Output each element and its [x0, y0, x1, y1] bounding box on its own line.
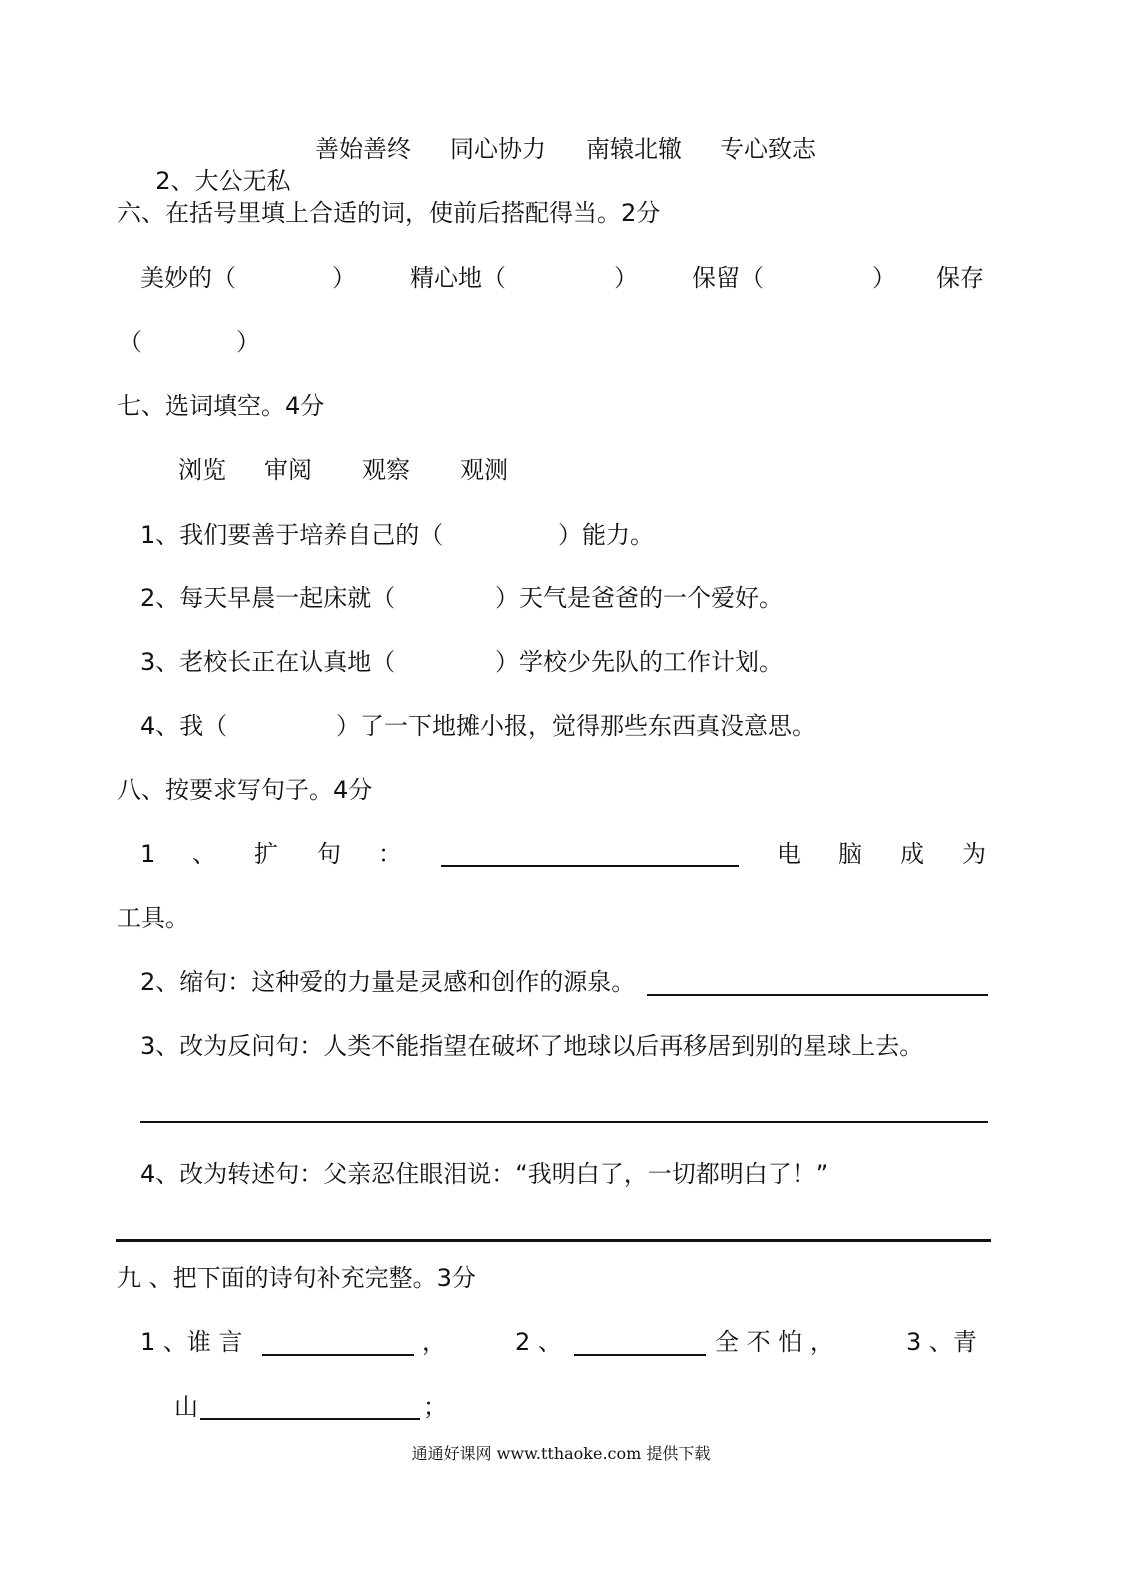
- answer-line[interactable]: [262, 1354, 414, 1356]
- question-char: 句: [317, 840, 341, 868]
- fill-blank-paren: ）: [236, 328, 260, 356]
- section-six-title: 六、在括号里填上合适的词，使前后搭配得当。2分: [117, 199, 661, 227]
- question-text: 2、每天早晨一起床就（: [140, 584, 396, 612]
- idiom-word: 专心致志: [720, 135, 816, 163]
- idiom-word: 同心协力: [450, 135, 546, 163]
- question-text: ）了一下地摊小报，觉得那些东西真没意思。: [336, 712, 816, 740]
- word-choice: 观测: [460, 456, 508, 484]
- poem-question: 3 、青: [906, 1328, 977, 1356]
- fill-blank-paren: ）: [872, 264, 896, 292]
- question-text: 2、缩句：这种爱的力量是灵感和创作的源泉。: [140, 968, 636, 996]
- answer-line[interactable]: [441, 865, 739, 867]
- poem-question: 山: [174, 1393, 198, 1421]
- fill-blank-paren: （: [118, 328, 142, 356]
- question-char: 1: [140, 840, 156, 868]
- idiom-word: 南辕北辙: [586, 135, 682, 163]
- fill-blank-paren: ）: [332, 264, 356, 292]
- idiom-word: 大公无私: [194, 167, 291, 195]
- answer-line[interactable]: [140, 1121, 988, 1123]
- poem-question: 全 不 怕 ，: [715, 1328, 834, 1356]
- section-nine-title: 九 、把下面的诗句补充完整。3分: [117, 1264, 476, 1292]
- item-number: 2、: [155, 167, 195, 195]
- fill-blank-label: 精心地（: [410, 264, 506, 292]
- question-text: 3、改为反问句：人类不能指望在破坏了地球以后再移居到别的星球上去。: [140, 1032, 924, 1060]
- question-text: 工具。: [117, 904, 189, 932]
- fill-blank-label: 保留（: [692, 264, 764, 292]
- question-char: 成: [900, 840, 924, 868]
- fill-blank-label: 保存: [936, 264, 984, 292]
- fill-blank-paren: ）: [614, 264, 638, 292]
- answer-line[interactable]: [647, 994, 988, 996]
- answer-line[interactable]: [200, 1418, 420, 1420]
- question-text: ）能力。: [558, 521, 654, 549]
- poem-question: ；: [423, 1393, 447, 1421]
- question-text: ）天气是爸爸的一个爱好。: [495, 584, 783, 612]
- question-text: 3、老校长正在认真地（: [140, 648, 396, 676]
- footer-credit: 通通好课网 www.tthaoke.com 提供下载: [411, 1444, 711, 1463]
- idiom-word: 善始善终: [315, 135, 411, 163]
- word-choice: 审阅: [264, 456, 312, 484]
- question-char: 电: [777, 840, 801, 868]
- poem-question: ，: [422, 1328, 446, 1356]
- section-seven-title: 七、选词填空。4分: [117, 392, 325, 420]
- word-choice: 浏览: [178, 456, 226, 484]
- question-text: 1、我们要善于培养自己的（: [140, 521, 444, 549]
- question-char: 、: [192, 840, 216, 868]
- question-text: 4、我（: [140, 712, 228, 740]
- fill-blank-label: 美妙的（: [140, 264, 236, 292]
- idiom-list-line: [140, 133, 291, 197]
- answer-line[interactable]: [116, 1239, 991, 1242]
- poem-question: 2 、: [515, 1328, 562, 1356]
- word-choice: 观察: [362, 456, 410, 484]
- question-char: ：: [378, 840, 402, 868]
- question-char: 为: [962, 840, 986, 868]
- question-char: 扩: [254, 840, 278, 868]
- question-char: 脑: [838, 840, 862, 868]
- question-text: 4、改为转述句：父亲忍住眼泪说：“我明白了，一切都明白了！”: [140, 1160, 829, 1188]
- section-eight-title: 八、按要求写句子。4分: [117, 776, 373, 804]
- poem-question: 1 、谁 言: [140, 1328, 243, 1356]
- question-text: ）学校少先队的工作计划。: [495, 648, 783, 676]
- answer-line[interactable]: [574, 1354, 706, 1356]
